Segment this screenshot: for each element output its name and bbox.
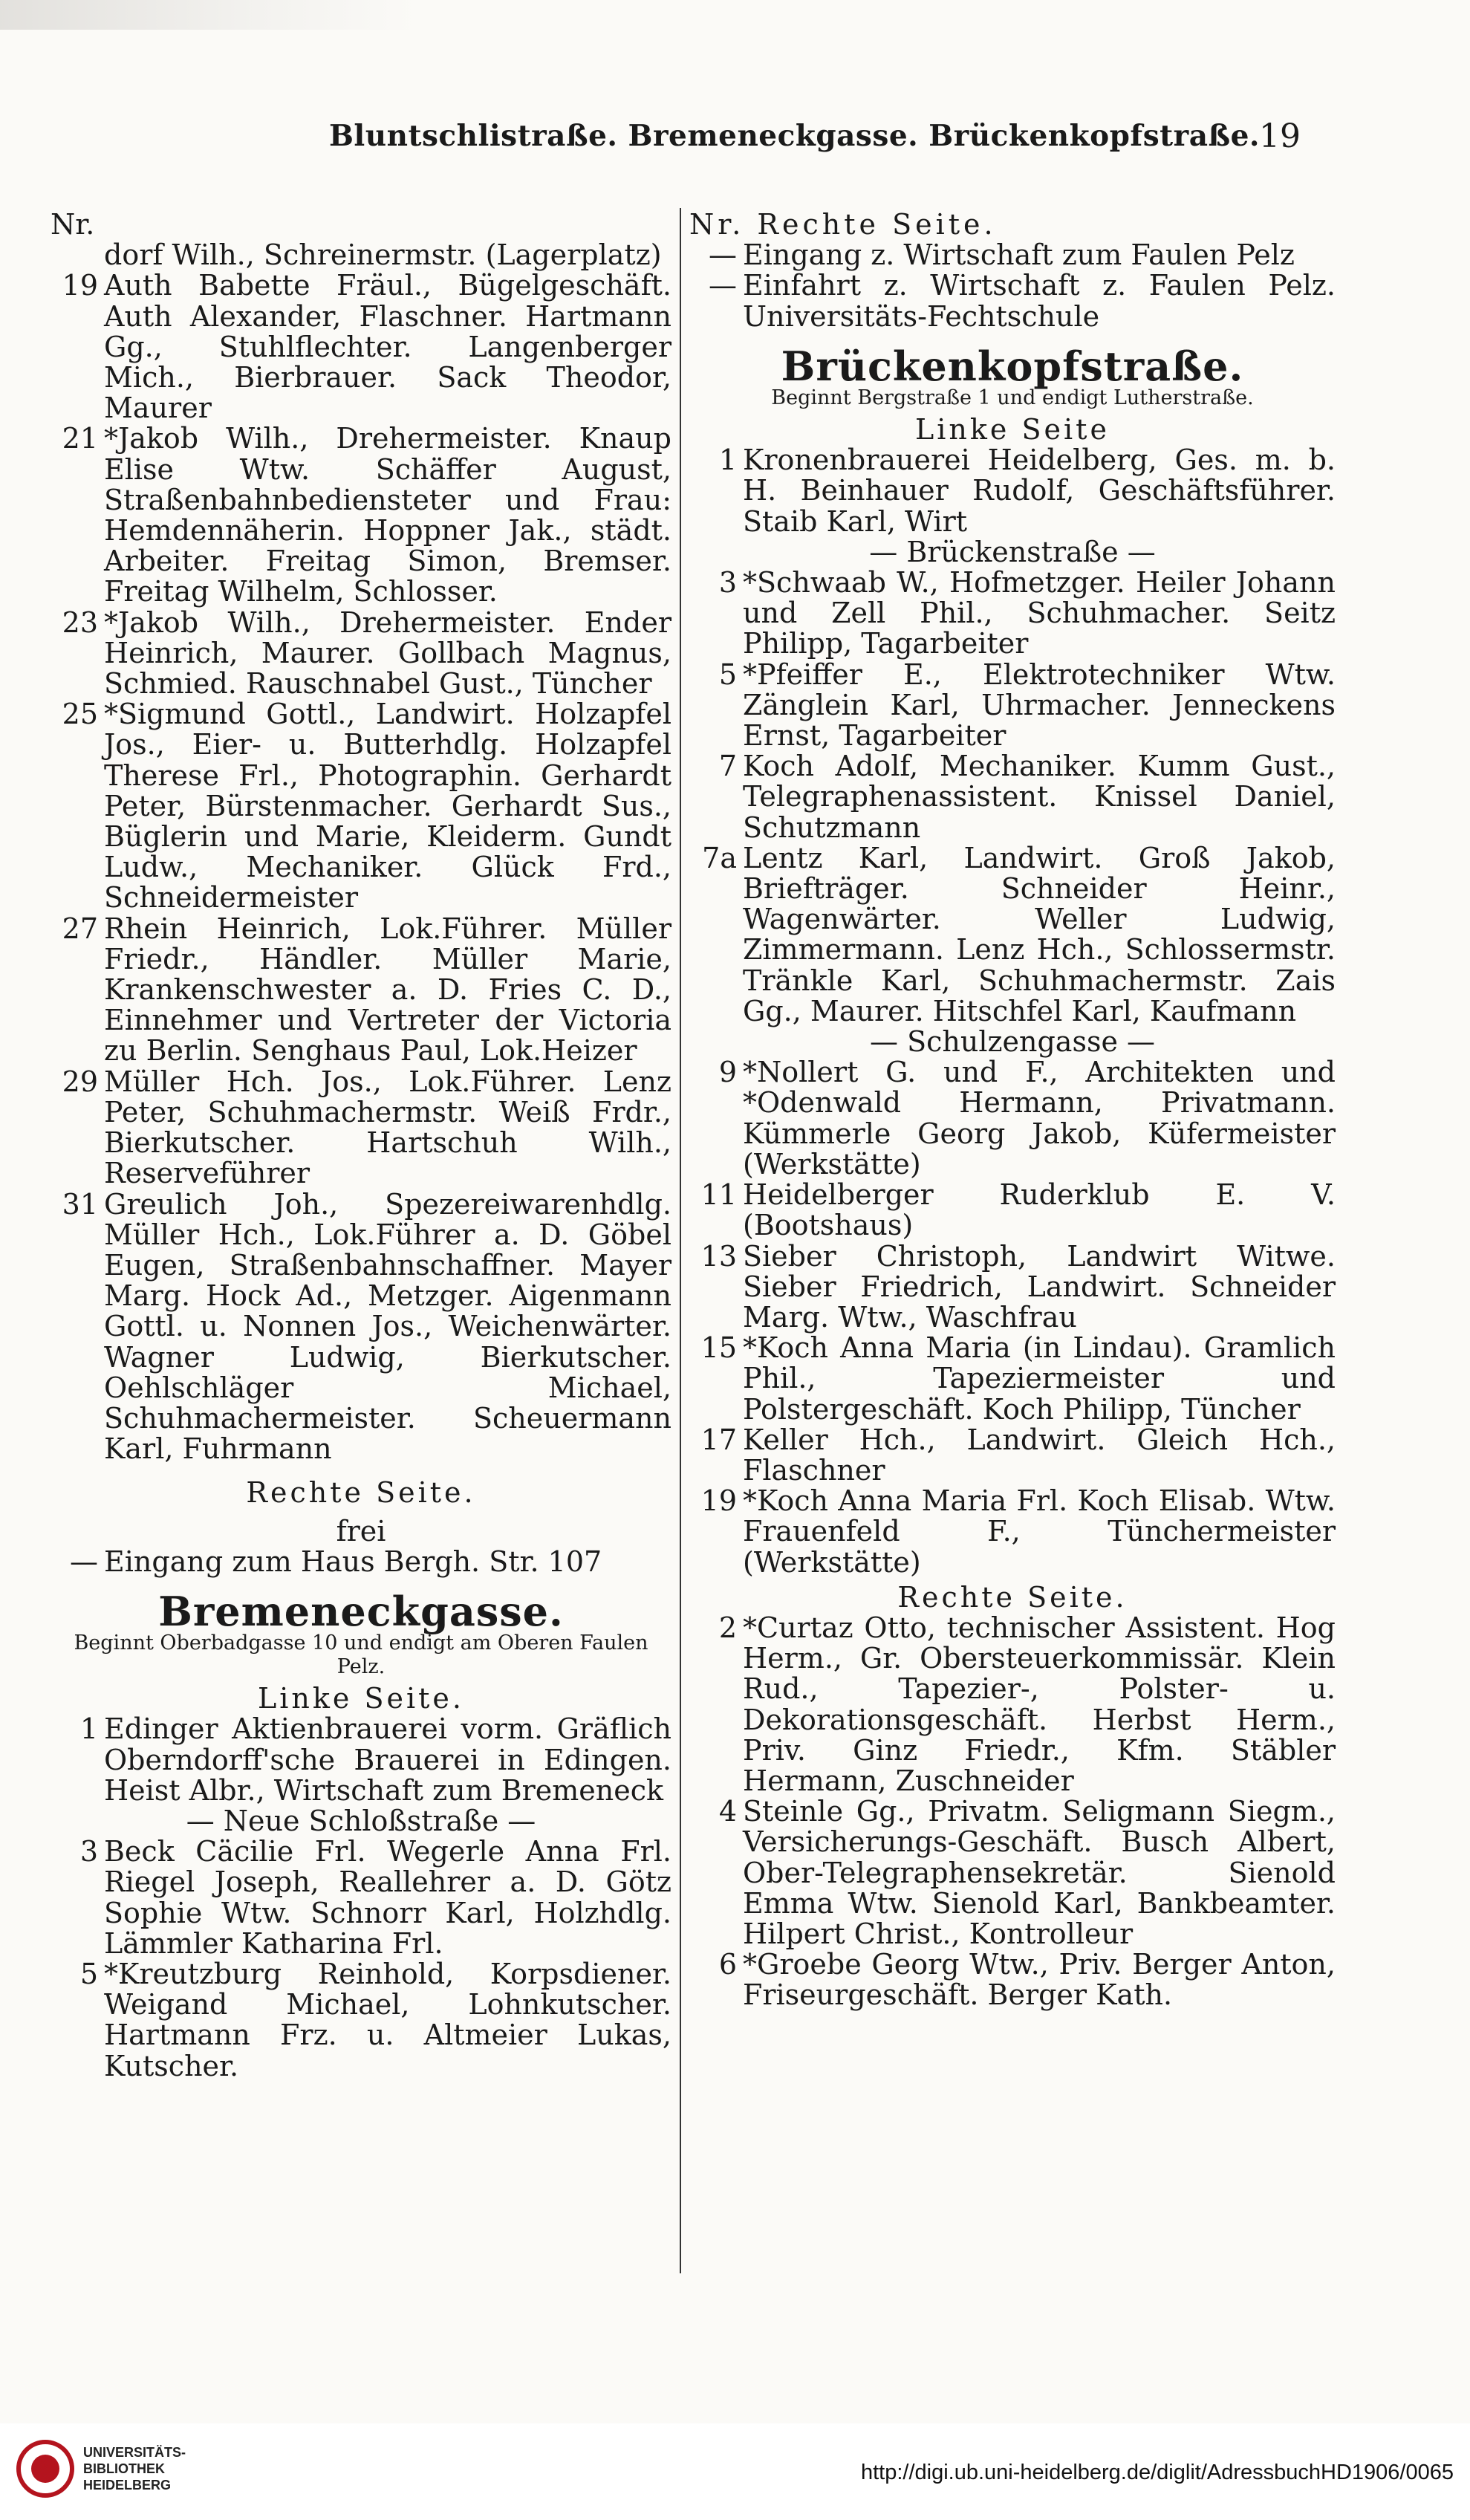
entry-text: Heidelberger Ruderklub E. V. (Bootshaus): [743, 1178, 1336, 1242]
house-number: 4: [718, 1795, 737, 1828]
bremeneck-right-entries: [689, 240, 1336, 332]
house-number: 1: [79, 1712, 98, 1746]
list-item: [689, 537, 1336, 568]
side-label-rechte: Rechte Seite.: [246, 1476, 476, 1510]
entry-text: Eingang z. Wirtschaft zum Faulen Pelz: [743, 238, 1295, 272]
entry-text: *Sigmund Gottl., Landwirt. Holzapfel Jos., Eier- u. Butterhdlg. Holzapfel Therese Frl., Photographin. Gerhardt Peter, Bürstenmacher. Gerhardt Sus., Büglerin und Marie, Kleiderm. Gundt Ludw., Mechaniker. Glück Frd., Schneidermeister: [104, 698, 671, 915]
house-number: 5: [718, 657, 737, 691]
house-number: 7a: [702, 841, 737, 874]
list-item: [51, 270, 671, 423]
logo-line: HEIDELBERG: [83, 2478, 172, 2493]
list-item: [689, 1057, 1336, 1180]
logo-line: UNIVERSITÄTS-: [83, 2445, 186, 2460]
entry-text: Einfahrt z. Wirtschaft z. Faulen Pelz. Universitäts-Fechtschule: [743, 269, 1336, 333]
entry-text: *Groebe Georg Wtw., Priv. Berger Anton, Friseurgeschäft. Berger Kath.: [743, 1948, 1336, 2012]
entry-text: Keller Hch., Landwirt. Gleich Hch., Flaschner: [743, 1423, 1336, 1487]
house-number: 31: [62, 1187, 98, 1221]
brueckenkopf-right-entries: [689, 1613, 1336, 2011]
list-item: [51, 240, 671, 270]
house-number: 17: [700, 1423, 737, 1456]
page-number: 19: [1259, 117, 1301, 155]
left-column: [51, 210, 671, 2082]
entry-text: Edinger Aktienbrauerei vorm. Gräflich Oberndorff'sche Brauerei in Edingen. Heist Albr., Wirtschaft zum Bremeneck: [104, 1712, 671, 1807]
list-item: [689, 1796, 1336, 1949]
entry-text: *Kreutzburg Reinhold, Korpsdiener. Weigand Michael, Lohnkutscher. Hartmann Frz. u. Altmeier Lukas, Kutscher.: [104, 1957, 671, 2082]
street-title-brueckenkopfstrasse: Brückenkopfstraße.: [781, 342, 1244, 390]
side-label-rechte: Rechte Seite.: [897, 1580, 1128, 1614]
entry-text: *Jakob Wilh., Drehermeister. Ender Heinrich, Maurer. Gollbach Magnus, Schmied. Rauschnabel Gust., Tüncher: [104, 605, 671, 701]
list-item: [689, 751, 1336, 843]
list-item: [689, 445, 1336, 537]
list-item: [689, 1180, 1336, 1241]
list-item: [689, 1333, 1336, 1425]
house-number: 27: [62, 912, 98, 945]
brueckenkopf-left-entries: [689, 445, 1336, 1578]
side-label-linke: Linke Seite: [915, 413, 1110, 446]
list-item: [689, 1486, 1336, 1578]
cross-street-label: — Schulzengasse —: [869, 1025, 1156, 1059]
column-divider: [680, 208, 681, 2273]
cross-street-label: — Neue Schloßstraße —: [186, 1804, 536, 1837]
house-number: 23: [62, 605, 98, 639]
list-item: [689, 1027, 1336, 1057]
entry-text: Beck Cäcilie Frl. Wegerle Anna Frl. Riegel Joseph, Reallehrer a. D. Götz Sophie Wtw. Schnorr Karl, Holzhdlg. Lämmler Katharina Frl.: [104, 1835, 671, 1960]
house-number: 19: [700, 1484, 737, 1518]
list-item: [689, 657, 1336, 753]
list-item: [689, 843, 1336, 1027]
entry-text: Eingang zum Haus Bergh. Str. 107: [104, 1545, 602, 1578]
list-item: [689, 1613, 1336, 1796]
list-item: [51, 1547, 671, 1577]
bluntschli-entries: [51, 240, 671, 1464]
entry-text: *Pfeiffer E., Elektrotechniker Wtw. Zänglein Karl, Uhrmacher. Jenneckens Ernst, Tagarbeiter: [743, 657, 1336, 753]
list-item: [689, 1949, 1336, 2010]
side-label-linke: Linke Seite.: [258, 1682, 464, 1715]
list-item: [51, 1067, 671, 1189]
house-number: —: [709, 238, 737, 272]
list-item: [689, 240, 1336, 270]
list-item: [51, 1714, 671, 1806]
house-number: —: [709, 269, 737, 302]
digitization-footer: [0, 2423, 1470, 2520]
logo-line: BIBLIOTHEK: [83, 2461, 165, 2476]
list-item: [51, 914, 671, 1067]
entry-text: dorf Wilh., Schreinermstr. (Lagerplatz): [104, 238, 662, 272]
house-number: 15: [700, 1331, 737, 1365]
list-item: [51, 1837, 671, 1959]
right-column: [689, 210, 1336, 2011]
entry-text: *Koch Anna Maria Frl. Koch Elisab. Wtw. Frauenfeld F., Tünchermeister (Werkstätte): [743, 1484, 1336, 1579]
house-number: 13: [700, 1239, 737, 1273]
library-seal-icon: [16, 2440, 74, 2498]
entry-text: Greulich Joh., Spezereiwarenhdlg. Müller Hch., Lok.Führer a. D. Göbel Eugen, Straßenbahnschaffner. Mayer Marg. Hock Ad., Metzger. Aigenmann Gottl. u. Nonnen Jos., Weichenwärter. Wagner Ludwig, Bierkutscher. Oehlschläger Michael, Schuhmachermeister. Scheuermann Karl, Fuhrmann: [104, 1187, 671, 1466]
entry-text: *Jakob Wilh., Drehermeister. Knaup Elise Wtw. Schäffer August, Straßenbahnbediensteter und Frau: Hemdennäherin. Hoppner Jak., städt. Arbeiter. Freitag Simon, Bremser. Freitag Wilhelm, Schlosser.: [104, 422, 671, 608]
house-number: 21: [62, 422, 98, 455]
house-number: 3: [79, 1835, 98, 1868]
entry-text: *Curtaz Otto, technischer Assistent. Hog Herm., Gr. Obersteuerkommissär. Klein Rud., Tapezier-, Polster- u. Dekorationsgeschäft. Herbst Herm., Priv. Ginz Friedr., Kfm. Stäbler Hermann, Zuschneider: [743, 1611, 1336, 1797]
list-item: [51, 605, 671, 701]
house-number: 19: [62, 269, 98, 302]
entry-text: Koch Adolf, Mechaniker. Kumm Gust., Telegraphenassistent. Knissel Daniel, Schutzmann: [743, 750, 1336, 844]
entry-text: Rhein Heinrich, Lok.Führer. Müller Friedr., Händler. Müller Marie, Krankenschwester a. D. Fries C. D., Einnehmer und Vertreter der Victoria zu Berlin. Senghaus Paul, Lok.Heizer: [104, 912, 671, 1068]
street-title-bremeneckgasse: Bremeneckgasse.: [158, 1587, 564, 1635]
list-item: [689, 1241, 1336, 1334]
house-number: 9: [718, 1056, 737, 1089]
house-number: 5: [79, 1957, 98, 1990]
house-number: 25: [62, 698, 98, 731]
list-item: [51, 1806, 671, 1837]
bremeneck-entries: [51, 1714, 671, 2081]
entry-text: Steinle Gg., Privatm. Seligmann Siegm., Versicherungs-Geschäft. Busch Albert, Ober-Telegraphensekretär. Sienold Emma Wtw. Sienold Karl, Bankbeamter. Hilpert Christ., Kontrolleur: [743, 1795, 1336, 1950]
house-number: —: [70, 1545, 98, 1578]
house-number: 3: [718, 566, 737, 600]
entry-text: *Schwaab W., Hofmetzger. Heiler Johann und Zell Phil., Schuhmacher. Seitz Philipp, Tagarbeiter: [743, 566, 1336, 660]
list-item: [51, 699, 671, 913]
entry-text: *Nollert G. und F., Architekten und *Odenwald Hermann, Privatmann. Kümmerle Georg Jakob, Küfermeister (Werkstätte): [743, 1056, 1336, 1181]
source-url-link[interactable]: http://digi.ub.uni-heidelberg.de/diglit/AdressbuchHD1906/0065: [860, 2461, 1454, 2484]
street-subtitle: Beginnt Oberbadgasse 10 und endigt am Oberen Faulen Pelz.: [74, 1631, 648, 1679]
page-running-header: Bluntschlistraße. Bremeneckgasse. Brückenkopfstraße.: [328, 119, 1261, 153]
right-top-heading: Nr. Rechte Seite.: [689, 208, 997, 241]
list-item: [689, 568, 1336, 660]
cross-street-label: — Brückenstraße —: [869, 535, 1156, 568]
entry-text: Sieber Christoph, Landwirt Witwe. Sieber Friedrich, Landwirt. Schneider Marg. Wtw., Waschfrau: [743, 1239, 1336, 1334]
house-number: 6: [718, 1948, 737, 1981]
house-number: 1: [718, 444, 737, 477]
scan-edge-shadow: [0, 0, 416, 30]
nr-label: Nr.: [51, 208, 95, 241]
house-number: 11: [700, 1178, 737, 1212]
entry-text: Kronenbrauerei Heidelberg, Ges. m. b. H. Beinhauer Rudolf, Geschäftsführer. Staib Karl, Wirt: [743, 444, 1336, 538]
street-subtitle: Beginnt Bergstraße 1 und endigt Lutherstraße.: [771, 386, 1254, 410]
house-number: 7: [718, 750, 737, 783]
list-item: [51, 1189, 671, 1465]
entry-text: Lentz Karl, Landwirt. Groß Jakob, Briefträger. Schneider Heinr., Wagenwärter. Weller Ludwig, Zimmermann. Lenz Hch., Schlossermstr. Tränkle Karl, Schuhmachermstr. Zais Gg., Maurer. Hitschfel Karl, Kaufmann: [743, 841, 1336, 1027]
entry-text: Auth Babette Fräul., Bügelgeschäft. Auth Alexander, Flaschner. Hartmann Gg., Stuhlflechter. Langenberger Mich., Bierbrauer. Sack Theodor, Maurer: [104, 269, 671, 425]
list-item: [51, 1959, 671, 2082]
entry-text: *Koch Anna Maria (in Lindau). Gramlich Phil., Tapeziermeister und Polstergeschäft. Koch Philipp, Tüncher: [743, 1331, 1336, 1426]
library-logo-text: [83, 2444, 186, 2493]
entry-text: Müller Hch. Jos., Lok.Führer. Lenz Peter, Schuhmachermstr. Weiß Frdr., Bierkutscher. Hartschuh Wilh., Reserveführer: [104, 1065, 671, 1190]
list-item: [51, 423, 671, 607]
list-item: [689, 1425, 1336, 1486]
house-number: 2: [718, 1611, 737, 1644]
list-item: [689, 270, 1336, 331]
house-number: 29: [62, 1065, 98, 1098]
frei-text: frei: [336, 1514, 386, 1548]
